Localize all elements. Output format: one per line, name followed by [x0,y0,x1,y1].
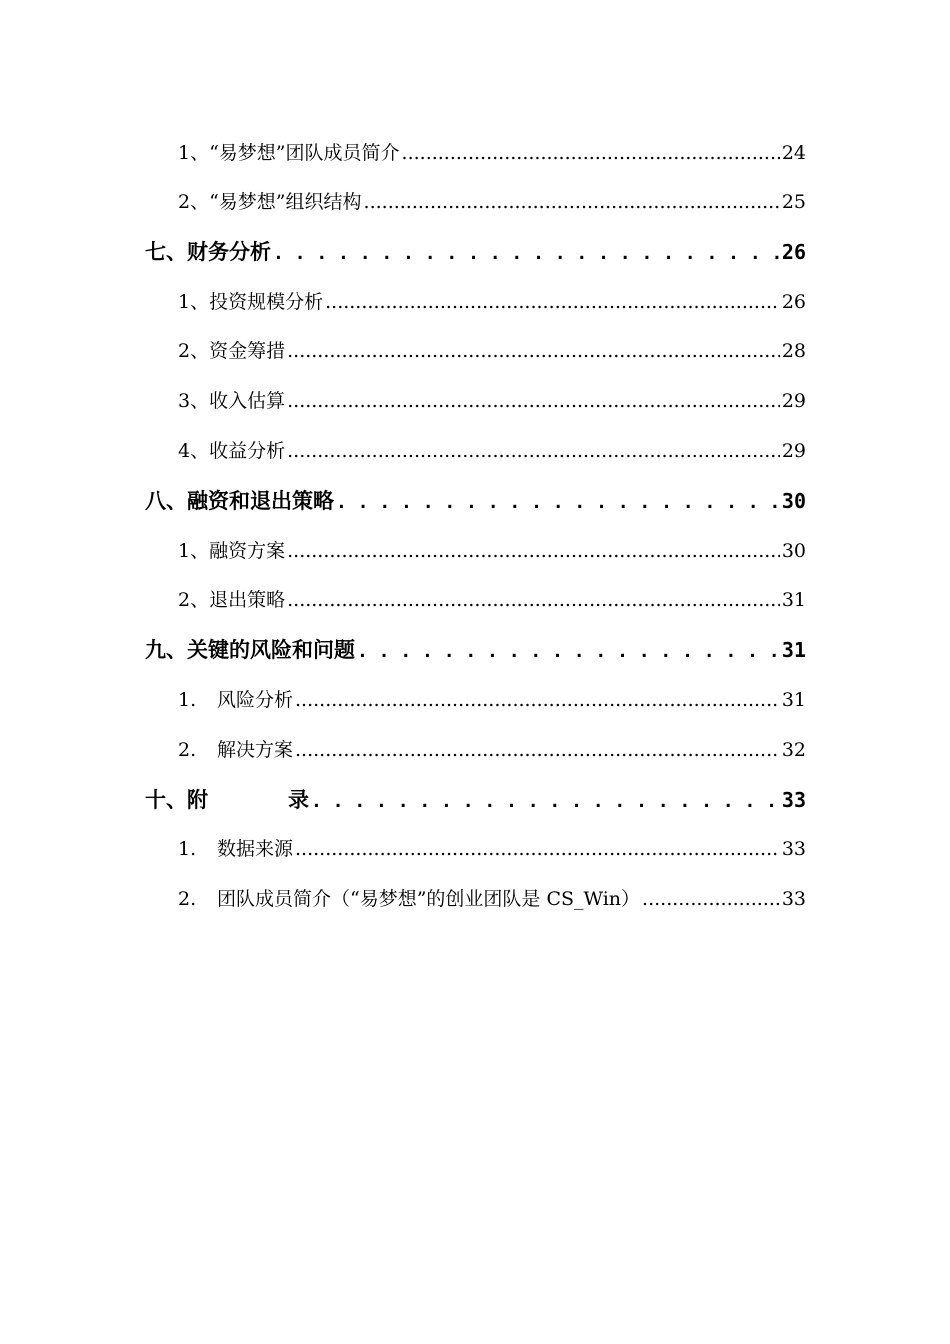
chapter-number: 十、 [145,787,187,812]
page-number: 26 [781,240,806,264]
toc-entry-exit-strategy[interactable] [178,585,806,612]
page-number: 33 [781,788,806,812]
page-number: 24 [781,142,806,164]
dot-leader [357,641,780,662]
entry-number: 2. [178,888,197,910]
entry-title: 收益分析 [209,440,286,462]
page-number: 31 [781,638,806,662]
entry-title: 融资方案 [209,540,286,562]
chapter-number: 九、 [145,637,187,662]
dot-leader [295,739,780,761]
page-number: 31 [781,589,806,611]
chapter-title-part: 附 [187,787,208,812]
dot-leader [287,340,780,362]
page-number: 25 [781,191,806,213]
toc-entry-data-sources[interactable] [178,834,806,861]
dot-leader [273,243,780,264]
entry-title: 风险分析 [217,689,294,711]
dot-leader [402,142,780,164]
toc-chapter-financing-exit[interactable] [145,485,806,515]
toc-entry-team-intro[interactable] [178,884,806,911]
entry-number: 1. [178,689,197,711]
chapter-title: 财务分析 [187,239,271,264]
entry-title: 收入估算 [209,390,286,412]
entry-number: 3、 [178,390,210,412]
entry-number: 2、 [178,191,210,213]
page-number: 28 [781,340,806,362]
page-number: 29 [781,390,806,412]
toc-chapter-appendix[interactable] [145,784,806,814]
entry-title: 退出策略 [209,589,286,611]
dot-leader [287,589,780,611]
page-number: 31 [781,689,806,711]
entry-title: 团队成员简介（“易梦想”的创业团队是 CS_Win） [217,888,641,910]
toc-entry-org-structure[interactable] [178,187,806,214]
chapter-title-part: 录 [288,787,309,812]
chapter-number: 八、 [145,488,187,513]
dot-leader [287,390,780,412]
entry-number: 4、 [178,440,210,462]
entry-number: 1、 [178,142,210,164]
toc-entry-revenue-estimate[interactable] [178,386,806,413]
page-number: 29 [781,440,806,462]
toc-chapter-risks-issues[interactable] [145,634,806,664]
dot-leader [287,540,780,562]
toc-entry-financing-plan[interactable] [178,536,806,563]
entry-title: 投资规模分析 [209,291,324,313]
chapter-number: 七、 [145,239,187,264]
toc-entry-investment-scale[interactable] [178,287,806,314]
entry-number: 2、 [178,340,210,362]
dot-leader [336,492,780,513]
entry-number: 2、 [178,589,210,611]
dot-leader [325,291,780,313]
page-number: 30 [781,489,806,513]
dot-leader [642,888,780,910]
toc-entry-profit-analysis[interactable] [178,436,806,463]
entry-title: 解决方案 [217,739,294,761]
toc-chapter-financial-analysis[interactable] [145,236,806,266]
chapter-title: 关键的风险和问题 [187,637,355,662]
entry-title: “易梦想”团队成员简介 [209,142,400,164]
entry-title: “易梦想”组织结构 [209,191,362,213]
page-number: 26 [781,291,806,313]
page-number: 33 [781,888,806,910]
dot-leader [287,440,780,462]
toc-entry-team-members[interactable] [178,138,806,165]
toc-entry-risk-analysis[interactable] [178,685,806,712]
page-number: 30 [781,540,806,562]
page-number: 32 [781,739,806,761]
dot-leader [311,791,780,812]
chapter-title [187,784,309,814]
toc-entry-solutions[interactable] [178,735,806,762]
dot-leader [295,689,780,711]
toc-entry-fundraising[interactable] [178,336,806,363]
entry-title: 数据来源 [217,838,294,860]
entry-number: 1、 [178,540,210,562]
entry-number: 2. [178,739,197,761]
chapter-title: 融资和退出策略 [187,488,334,513]
dot-leader [364,191,780,213]
entry-title: 资金筹措 [209,340,286,362]
entry-number: 1、 [178,291,210,313]
entry-number: 1. [178,838,197,860]
page-number: 33 [781,838,806,860]
dot-leader [295,838,780,860]
